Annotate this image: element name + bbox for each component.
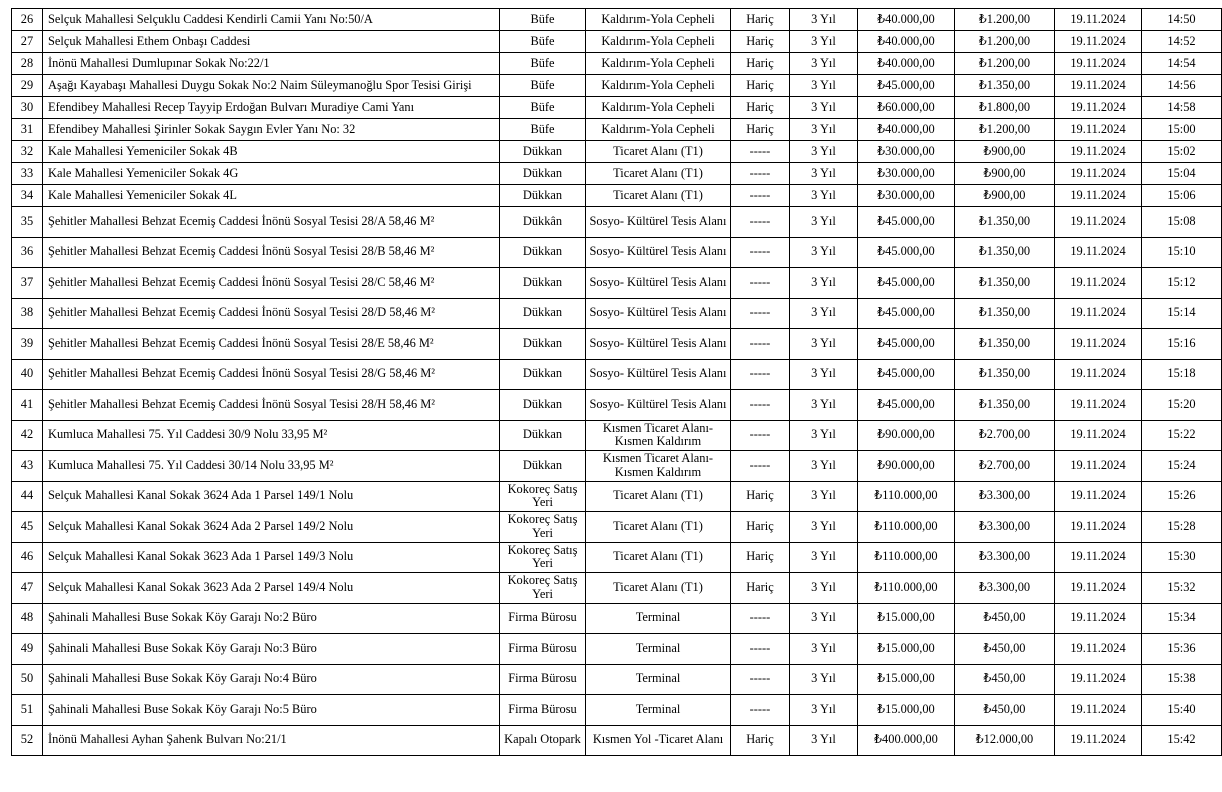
- estimated-price-cell: ₺30.000,00: [858, 141, 955, 163]
- zoning-area-cell: Ticaret Alanı (T1): [586, 542, 731, 573]
- table-row: [12, 603, 1222, 634]
- tender-time-cell: 15:34: [1142, 603, 1222, 634]
- tender-time-cell: 15:26: [1142, 481, 1222, 512]
- guarantee-cell: ₺900,00: [955, 185, 1055, 207]
- estimated-price-cell: ₺15.000,00: [858, 634, 955, 665]
- tender-time-cell: 15:20: [1142, 390, 1222, 421]
- vat-cell: Hariç: [731, 53, 790, 75]
- zoning-area-cell: Terminal: [586, 603, 731, 634]
- guarantee-cell: ₺1.350,00: [955, 237, 1055, 268]
- zoning-area-cell: Kaldırım-Yola Cepheli: [586, 53, 731, 75]
- table-row: [12, 329, 1222, 360]
- lease-period-cell: 3 Yıl: [790, 542, 858, 573]
- zoning-area-cell: Ticaret Alanı (T1): [586, 163, 731, 185]
- row-number-cell: 45: [12, 512, 43, 543]
- vat-cell: -----: [731, 207, 790, 238]
- lease-period-cell: 3 Yıl: [790, 53, 858, 75]
- table-row: [12, 390, 1222, 421]
- tender-time-cell: 15:02: [1142, 141, 1222, 163]
- table-row: [12, 163, 1222, 185]
- property-type-cell: Dükkân: [500, 207, 586, 238]
- zoning-area-cell: Terminal: [586, 664, 731, 695]
- estimated-price-cell: ₺45.000,00: [858, 75, 955, 97]
- tender-time-cell: 15:28: [1142, 512, 1222, 543]
- row-number-cell: 29: [12, 75, 43, 97]
- address-cell: Şehitler Mahallesi Behzat Ecemiş Caddesi İnönü Sosyal Tesisi 28/B 58,46 M²: [43, 237, 500, 268]
- lease-period-cell: 3 Yıl: [790, 119, 858, 141]
- property-type-cell: Dükkan: [500, 451, 586, 482]
- address-cell: Selçuk Mahallesi Kanal Sokak 3624 Ada 1 Parsel 149/1 Nolu: [43, 481, 500, 512]
- guarantee-cell: ₺1.350,00: [955, 298, 1055, 329]
- row-number-cell: 34: [12, 185, 43, 207]
- row-number-cell: 49: [12, 634, 43, 665]
- estimated-price-cell: ₺45.000,00: [858, 298, 955, 329]
- address-cell: Selçuk Mahallesi Ethem Onbaşı Caddesi: [43, 31, 500, 53]
- property-type-cell: Büfe: [500, 53, 586, 75]
- table-row: [12, 542, 1222, 573]
- estimated-price-cell: ₺90.000,00: [858, 420, 955, 451]
- property-type-cell: Firma Bürosu: [500, 603, 586, 634]
- property-type-cell: Kokoreç Satış Yeri: [500, 542, 586, 573]
- tender-date-cell: 19.11.2024: [1055, 237, 1142, 268]
- estimated-price-cell: ₺60.000,00: [858, 97, 955, 119]
- tender-time-cell: 15:18: [1142, 359, 1222, 390]
- estimated-price-cell: ₺15.000,00: [858, 695, 955, 726]
- address-cell: Selçuk Mahallesi Kanal Sokak 3623 Ada 2 Parsel 149/4 Nolu: [43, 573, 500, 604]
- property-type-cell: Büfe: [500, 119, 586, 141]
- property-type-cell: Kapalı Otopark: [500, 725, 586, 756]
- tender-date-cell: 19.11.2024: [1055, 31, 1142, 53]
- address-cell: İnönü Mahallesi Dumlupınar Sokak No:22/1: [43, 53, 500, 75]
- zoning-area-cell: Kısmen Yol -Ticaret Alanı: [586, 725, 731, 756]
- tender-date-cell: 19.11.2024: [1055, 481, 1142, 512]
- vat-cell: Hariç: [731, 119, 790, 141]
- zoning-area-cell: Ticaret Alanı (T1): [586, 512, 731, 543]
- estimated-price-cell: ₺45.000,00: [858, 329, 955, 360]
- row-number-cell: 44: [12, 481, 43, 512]
- row-number-cell: 33: [12, 163, 43, 185]
- lease-period-cell: 3 Yıl: [790, 451, 858, 482]
- property-type-cell: Büfe: [500, 75, 586, 97]
- property-type-cell: Dükkan: [500, 268, 586, 299]
- lease-period-cell: 3 Yıl: [790, 75, 858, 97]
- tender-time-cell: 15:24: [1142, 451, 1222, 482]
- property-type-cell: Dükkan: [500, 298, 586, 329]
- tender-time-cell: 15:10: [1142, 237, 1222, 268]
- property-type-cell: Kokoreç Satış Yeri: [500, 512, 586, 543]
- tender-time-cell: 15:40: [1142, 695, 1222, 726]
- row-number-cell: 36: [12, 237, 43, 268]
- guarantee-cell: ₺1.200,00: [955, 9, 1055, 31]
- tender-time-cell: 15:32: [1142, 573, 1222, 604]
- zoning-area-cell: Kaldırım-Yola Cepheli: [586, 97, 731, 119]
- estimated-price-cell: ₺110.000,00: [858, 481, 955, 512]
- guarantee-cell: ₺1.350,00: [955, 329, 1055, 360]
- lease-period-cell: 3 Yıl: [790, 390, 858, 421]
- tender-date-cell: 19.11.2024: [1055, 603, 1142, 634]
- lease-period-cell: 3 Yıl: [790, 31, 858, 53]
- address-cell: Kale Mahallesi Yemeniciler Sokak 4L: [43, 185, 500, 207]
- tender-time-cell: 14:50: [1142, 9, 1222, 31]
- table-row: [12, 31, 1222, 53]
- zoning-area-cell: Terminal: [586, 695, 731, 726]
- vat-cell: -----: [731, 141, 790, 163]
- estimated-price-cell: ₺40.000,00: [858, 53, 955, 75]
- estimated-price-cell: ₺45.000,00: [858, 268, 955, 299]
- guarantee-cell: ₺1.350,00: [955, 207, 1055, 238]
- table-row: [12, 420, 1222, 451]
- guarantee-cell: ₺1.350,00: [955, 390, 1055, 421]
- vat-cell: -----: [731, 163, 790, 185]
- table-row: [12, 359, 1222, 390]
- tender-date-cell: 19.11.2024: [1055, 359, 1142, 390]
- estimated-price-cell: ₺15.000,00: [858, 664, 955, 695]
- row-number-cell: 46: [12, 542, 43, 573]
- property-type-cell: Dükkan: [500, 163, 586, 185]
- vat-cell: Hariç: [731, 512, 790, 543]
- tender-date-cell: 19.11.2024: [1055, 97, 1142, 119]
- tender-date-cell: 19.11.2024: [1055, 512, 1142, 543]
- zoning-area-cell: Ticaret Alanı (T1): [586, 141, 731, 163]
- estimated-price-cell: ₺45.000,00: [858, 359, 955, 390]
- row-number-cell: 37: [12, 268, 43, 299]
- table-row: [12, 119, 1222, 141]
- tender-time-cell: 14:58: [1142, 97, 1222, 119]
- tender-time-cell: 15:22: [1142, 420, 1222, 451]
- estimated-price-cell: ₺110.000,00: [858, 542, 955, 573]
- lease-period-cell: 3 Yıl: [790, 634, 858, 665]
- tender-date-cell: 19.11.2024: [1055, 298, 1142, 329]
- table-row: [12, 695, 1222, 726]
- vat-cell: -----: [731, 420, 790, 451]
- table-row: [12, 725, 1222, 756]
- row-number-cell: 43: [12, 451, 43, 482]
- row-number-cell: 52: [12, 725, 43, 756]
- tender-time-cell: 15:30: [1142, 542, 1222, 573]
- address-cell: Şahinali Mahallesi Buse Sokak Köy Garajı No:5 Büro: [43, 695, 500, 726]
- property-type-cell: Dükkan: [500, 185, 586, 207]
- tender-time-cell: 15:36: [1142, 634, 1222, 665]
- zoning-area-cell: Kaldırım-Yola Cepheli: [586, 75, 731, 97]
- lease-period-cell: 3 Yıl: [790, 725, 858, 756]
- vat-cell: Hariç: [731, 75, 790, 97]
- zoning-area-cell: Ticaret Alanı (T1): [586, 573, 731, 604]
- address-cell: Kale Mahallesi Yemeniciler Sokak 4B: [43, 141, 500, 163]
- vat-cell: -----: [731, 268, 790, 299]
- row-number-cell: 50: [12, 664, 43, 695]
- lease-period-cell: 3 Yıl: [790, 268, 858, 299]
- vat-cell: Hariç: [731, 97, 790, 119]
- guarantee-cell: ₺900,00: [955, 141, 1055, 163]
- guarantee-cell: ₺450,00: [955, 603, 1055, 634]
- row-number-cell: 42: [12, 420, 43, 451]
- vat-cell: -----: [731, 185, 790, 207]
- vat-cell: -----: [731, 237, 790, 268]
- address-cell: Efendibey Mahallesi Recep Tayyip Erdoğan Bulvarı Muradiye Cami Yanı: [43, 97, 500, 119]
- estimated-price-cell: ₺40.000,00: [858, 9, 955, 31]
- tender-table: [11, 8, 1222, 756]
- vat-cell: -----: [731, 451, 790, 482]
- tender-time-cell: 15:38: [1142, 664, 1222, 695]
- zoning-area-cell: Kısmen Ticaret Alanı- Kısmen Kaldırım: [586, 420, 731, 451]
- table-row: [12, 75, 1222, 97]
- tender-time-cell: 15:04: [1142, 163, 1222, 185]
- estimated-price-cell: ₺400.000,00: [858, 725, 955, 756]
- row-number-cell: 31: [12, 119, 43, 141]
- zoning-area-cell: Sosyo- Kültürel Tesis Alanı: [586, 237, 731, 268]
- tender-time-cell: 14:54: [1142, 53, 1222, 75]
- vat-cell: Hariç: [731, 542, 790, 573]
- guarantee-cell: ₺1.350,00: [955, 268, 1055, 299]
- property-type-cell: Firma Bürosu: [500, 695, 586, 726]
- guarantee-cell: ₺900,00: [955, 163, 1055, 185]
- vat-cell: -----: [731, 298, 790, 329]
- table-row: [12, 185, 1222, 207]
- table-row: [12, 634, 1222, 665]
- tender-date-cell: 19.11.2024: [1055, 725, 1142, 756]
- lease-period-cell: 3 Yıl: [790, 359, 858, 390]
- row-number-cell: 28: [12, 53, 43, 75]
- zoning-area-cell: Ticaret Alanı (T1): [586, 481, 731, 512]
- tender-date-cell: 19.11.2024: [1055, 119, 1142, 141]
- estimated-price-cell: ₺90.000,00: [858, 451, 955, 482]
- row-number-cell: 38: [12, 298, 43, 329]
- tender-date-cell: 19.11.2024: [1055, 695, 1142, 726]
- tender-date-cell: 19.11.2024: [1055, 163, 1142, 185]
- guarantee-cell: ₺3.300,00: [955, 481, 1055, 512]
- address-cell: İnönü Mahallesi Ayhan Şahenk Bulvarı No:21/1: [43, 725, 500, 756]
- estimated-price-cell: ₺40.000,00: [858, 31, 955, 53]
- estimated-price-cell: ₺45.000,00: [858, 237, 955, 268]
- vat-cell: -----: [731, 359, 790, 390]
- tender-time-cell: 15:16: [1142, 329, 1222, 360]
- vat-cell: -----: [731, 603, 790, 634]
- tender-date-cell: 19.11.2024: [1055, 141, 1142, 163]
- estimated-price-cell: ₺30.000,00: [858, 163, 955, 185]
- vat-cell: -----: [731, 390, 790, 421]
- table-row: [12, 9, 1222, 31]
- estimated-price-cell: ₺45.000,00: [858, 390, 955, 421]
- lease-period-cell: 3 Yıl: [790, 207, 858, 238]
- tender-time-cell: 15:12: [1142, 268, 1222, 299]
- lease-period-cell: 3 Yıl: [790, 163, 858, 185]
- property-type-cell: Kokoreç Satış Yeri: [500, 481, 586, 512]
- row-number-cell: 48: [12, 603, 43, 634]
- zoning-area-cell: Sosyo- Kültürel Tesis Alanı: [586, 329, 731, 360]
- estimated-price-cell: ₺40.000,00: [858, 119, 955, 141]
- zoning-area-cell: Kaldırım-Yola Cepheli: [586, 9, 731, 31]
- lease-period-cell: 3 Yıl: [790, 329, 858, 360]
- vat-cell: -----: [731, 329, 790, 360]
- address-cell: Kumluca Mahallesi 75. Yıl Caddesi 30/9 Nolu 33,95 M²: [43, 420, 500, 451]
- property-type-cell: Dükkan: [500, 237, 586, 268]
- guarantee-cell: ₺2.700,00: [955, 451, 1055, 482]
- guarantee-cell: ₺450,00: [955, 634, 1055, 665]
- tender-time-cell: 15:08: [1142, 207, 1222, 238]
- table-row: [12, 141, 1222, 163]
- lease-period-cell: 3 Yıl: [790, 9, 858, 31]
- row-number-cell: 35: [12, 207, 43, 238]
- address-cell: Şehitler Mahallesi Behzat Ecemiş Caddesi İnönü Sosyal Tesisi 28/E 58,46 M²: [43, 329, 500, 360]
- tender-date-cell: 19.11.2024: [1055, 420, 1142, 451]
- guarantee-cell: ₺12.000,00: [955, 725, 1055, 756]
- guarantee-cell: ₺3.300,00: [955, 512, 1055, 543]
- tender-time-cell: 15:06: [1142, 185, 1222, 207]
- table-row: [12, 97, 1222, 119]
- row-number-cell: 47: [12, 573, 43, 604]
- guarantee-cell: ₺1.350,00: [955, 359, 1055, 390]
- lease-period-cell: 3 Yıl: [790, 420, 858, 451]
- row-number-cell: 30: [12, 97, 43, 119]
- vat-cell: -----: [731, 695, 790, 726]
- table-row: [12, 664, 1222, 695]
- lease-period-cell: 3 Yıl: [790, 481, 858, 512]
- table-row: [12, 207, 1222, 238]
- table-row: [12, 573, 1222, 604]
- row-number-cell: 51: [12, 695, 43, 726]
- guarantee-cell: ₺1.200,00: [955, 119, 1055, 141]
- table-row: [12, 512, 1222, 543]
- table-row: [12, 481, 1222, 512]
- guarantee-cell: ₺1.800,00: [955, 97, 1055, 119]
- table-row: [12, 237, 1222, 268]
- row-number-cell: 27: [12, 31, 43, 53]
- estimated-price-cell: ₺110.000,00: [858, 512, 955, 543]
- row-number-cell: 40: [12, 359, 43, 390]
- address-cell: Selçuk Mahallesi Kanal Sokak 3623 Ada 1 Parsel 149/3 Nolu: [43, 542, 500, 573]
- vat-cell: -----: [731, 664, 790, 695]
- lease-period-cell: 3 Yıl: [790, 573, 858, 604]
- table-row: [12, 451, 1222, 482]
- lease-period-cell: 3 Yıl: [790, 603, 858, 634]
- zoning-area-cell: Sosyo- Kültürel Tesis Alanı: [586, 390, 731, 421]
- address-cell: Şahinali Mahallesi Buse Sokak Köy Garajı No:2 Büro: [43, 603, 500, 634]
- tender-date-cell: 19.11.2024: [1055, 329, 1142, 360]
- property-type-cell: Dükkan: [500, 390, 586, 421]
- zoning-area-cell: Sosyo- Kültürel Tesis Alanı: [586, 268, 731, 299]
- vat-cell: Hariç: [731, 9, 790, 31]
- table-row: [12, 268, 1222, 299]
- zoning-area-cell: Sosyo- Kültürel Tesis Alanı: [586, 359, 731, 390]
- estimated-price-cell: ₺45.000,00: [858, 207, 955, 238]
- lease-period-cell: 3 Yıl: [790, 298, 858, 329]
- zoning-area-cell: Ticaret Alanı (T1): [586, 185, 731, 207]
- address-cell: Şahinali Mahallesi Buse Sokak Köy Garajı No:4 Büro: [43, 664, 500, 695]
- tender-date-cell: 19.11.2024: [1055, 185, 1142, 207]
- tender-time-cell: 15:14: [1142, 298, 1222, 329]
- property-type-cell: Büfe: [500, 31, 586, 53]
- row-number-cell: 26: [12, 9, 43, 31]
- lease-period-cell: 3 Yıl: [790, 664, 858, 695]
- property-type-cell: Dükkan: [500, 420, 586, 451]
- property-type-cell: Dükkan: [500, 359, 586, 390]
- guarantee-cell: ₺450,00: [955, 664, 1055, 695]
- zoning-area-cell: Kaldırım-Yola Cepheli: [586, 31, 731, 53]
- lease-period-cell: 3 Yıl: [790, 512, 858, 543]
- tender-date-cell: 19.11.2024: [1055, 9, 1142, 31]
- zoning-area-cell: Terminal: [586, 634, 731, 665]
- address-cell: Şehitler Mahallesi Behzat Ecemiş Caddesi İnönü Sosyal Tesisi 28/H 58,46 M²: [43, 390, 500, 421]
- lease-period-cell: 3 Yıl: [790, 695, 858, 726]
- tender-date-cell: 19.11.2024: [1055, 664, 1142, 695]
- table-row: [12, 298, 1222, 329]
- lease-period-cell: 3 Yıl: [790, 141, 858, 163]
- table-row: [12, 53, 1222, 75]
- address-cell: Aşağı Kayabaşı Mahallesi Duygu Sokak No:2 Naim Süleymanoğlu Spor Tesisi Girişi: [43, 75, 500, 97]
- tender-date-cell: 19.11.2024: [1055, 634, 1142, 665]
- tender-date-cell: 19.11.2024: [1055, 75, 1142, 97]
- lease-period-cell: 3 Yıl: [790, 185, 858, 207]
- estimated-price-cell: ₺15.000,00: [858, 603, 955, 634]
- lease-period-cell: 3 Yıl: [790, 237, 858, 268]
- tender-time-cell: 15:42: [1142, 725, 1222, 756]
- address-cell: Şehitler Mahallesi Behzat Ecemiş Caddesi İnönü Sosyal Tesisi 28/A 58,46 M²: [43, 207, 500, 238]
- tender-date-cell: 19.11.2024: [1055, 390, 1142, 421]
- guarantee-cell: ₺450,00: [955, 695, 1055, 726]
- zoning-area-cell: Kısmen Ticaret Alanı- Kısmen Kaldırım: [586, 451, 731, 482]
- tender-time-cell: 15:00: [1142, 119, 1222, 141]
- tender-time-cell: 14:52: [1142, 31, 1222, 53]
- row-number-cell: 41: [12, 390, 43, 421]
- address-cell: Şehitler Mahallesi Behzat Ecemiş Caddesi İnönü Sosyal Tesisi 28/D 58,46 M²: [43, 298, 500, 329]
- guarantee-cell: ₺3.300,00: [955, 573, 1055, 604]
- estimated-price-cell: ₺110.000,00: [858, 573, 955, 604]
- tender-date-cell: 19.11.2024: [1055, 207, 1142, 238]
- guarantee-cell: ₺1.350,00: [955, 75, 1055, 97]
- guarantee-cell: ₺1.200,00: [955, 31, 1055, 53]
- property-type-cell: Büfe: [500, 97, 586, 119]
- address-cell: Şehitler Mahallesi Behzat Ecemiş Caddesi İnönü Sosyal Tesisi 28/C 58,46 M²: [43, 268, 500, 299]
- tender-date-cell: 19.11.2024: [1055, 53, 1142, 75]
- estimated-price-cell: ₺30.000,00: [858, 185, 955, 207]
- address-cell: Kumluca Mahallesi 75. Yıl Caddesi 30/14 Nolu 33,95 M²: [43, 451, 500, 482]
- zoning-area-cell: Sosyo- Kültürel Tesis Alanı: [586, 298, 731, 329]
- property-type-cell: Dükkan: [500, 329, 586, 360]
- address-cell: Kale Mahallesi Yemeniciler Sokak 4G: [43, 163, 500, 185]
- tender-date-cell: 19.11.2024: [1055, 573, 1142, 604]
- tender-time-cell: 14:56: [1142, 75, 1222, 97]
- address-cell: Efendibey Mahallesi Şirinler Sokak Saygın Evler Yanı No: 32: [43, 119, 500, 141]
- vat-cell: Hariç: [731, 31, 790, 53]
- address-cell: Şahinali Mahallesi Buse Sokak Köy Garajı No:3 Büro: [43, 634, 500, 665]
- zoning-area-cell: Sosyo- Kültürel Tesis Alanı: [586, 207, 731, 238]
- address-cell: Selçuk Mahallesi Kanal Sokak 3624 Ada 2 Parsel 149/2 Nolu: [43, 512, 500, 543]
- vat-cell: Hariç: [731, 725, 790, 756]
- tender-table-body: [12, 9, 1222, 756]
- tender-date-cell: 19.11.2024: [1055, 542, 1142, 573]
- row-number-cell: 32: [12, 141, 43, 163]
- tender-date-cell: 19.11.2024: [1055, 268, 1142, 299]
- vat-cell: Hariç: [731, 573, 790, 604]
- zoning-area-cell: Kaldırım-Yola Cepheli: [586, 119, 731, 141]
- row-number-cell: 39: [12, 329, 43, 360]
- property-type-cell: Firma Bürosu: [500, 634, 586, 665]
- address-cell: Şehitler Mahallesi Behzat Ecemiş Caddesi İnönü Sosyal Tesisi 28/G 58,46 M²: [43, 359, 500, 390]
- guarantee-cell: ₺3.300,00: [955, 542, 1055, 573]
- tender-date-cell: 19.11.2024: [1055, 451, 1142, 482]
- guarantee-cell: ₺2.700,00: [955, 420, 1055, 451]
- property-type-cell: Dükkan: [500, 141, 586, 163]
- lease-period-cell: 3 Yıl: [790, 97, 858, 119]
- vat-cell: -----: [731, 634, 790, 665]
- address-cell: Selçuk Mahallesi Selçuklu Caddesi Kendirli Camii Yanı No:50/A: [43, 9, 500, 31]
- guarantee-cell: ₺1.200,00: [955, 53, 1055, 75]
- property-type-cell: Kokoreç Satış Yeri: [500, 573, 586, 604]
- property-type-cell: Firma Bürosu: [500, 664, 586, 695]
- property-type-cell: Büfe: [500, 9, 586, 31]
- vat-cell: Hariç: [731, 481, 790, 512]
